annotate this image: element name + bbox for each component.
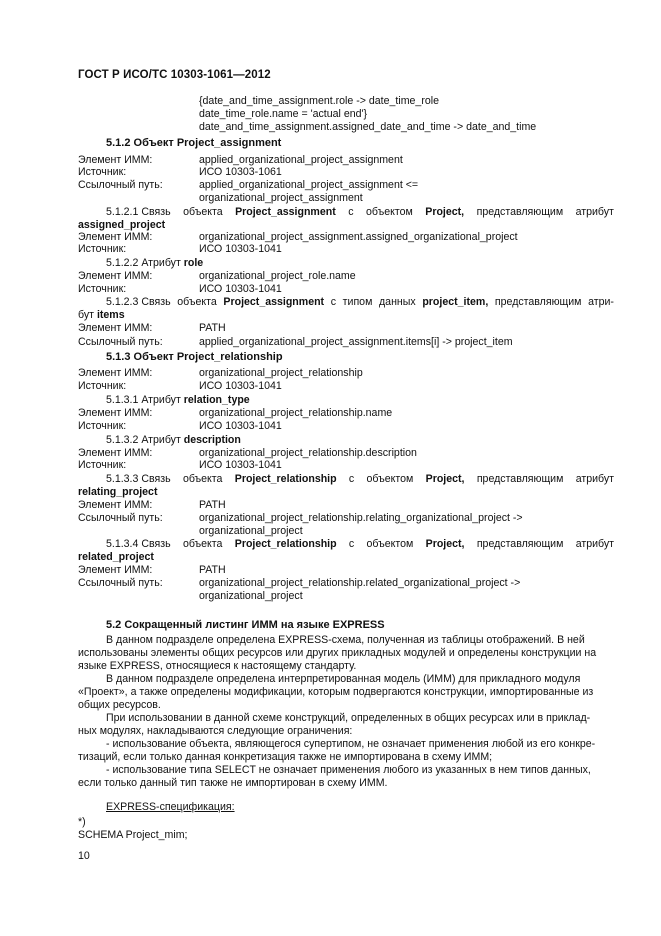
code-line: date_time_role.name = 'actual end'} [199,108,368,120]
document-header: ГОСТ Р ИСО/ТС 10303-1061—2012 [78,69,271,81]
field-label: Элемент ИММ: [78,322,153,334]
field-value: ИСО 10303-1061 [199,166,282,178]
field-label: Ссылочный путь: [78,179,163,191]
bullet-line: - использование типа SELECT не означает применения любого из указанных в нем типов данных, [106,764,591,776]
field-label: Элемент ИММ: [78,270,153,282]
bullet-line: - использование объекта, являющегося супертипом, не означает применения любой из его конкре- [106,738,596,750]
page-number: 10 [78,850,90,862]
field-label: Ссылочный путь: [78,512,163,524]
field-value: ИСО 10303-1041 [199,380,282,392]
subsection-5-1-2-3-continuation: бут items [78,309,125,321]
field-label: Элемент ИММ: [78,447,153,459]
field-value: ИСО 10303-1041 [199,283,282,295]
paragraph-line: общих ресурсов. [78,699,161,711]
paragraph-line: При использовании в данной схеме конструкций, определенных в общих ресурсах или в приклад- [106,712,591,724]
paragraph-line: В данном подразделе определена EXPRESS-схема, полученная из таблицы отображений. В ней [106,634,585,646]
field-label: Элемент ИММ: [78,154,153,166]
field-value: organizational_project_relationship.related_organizational_project -> [199,577,521,589]
subsection-5-1-2-3-heading: 5.1.2.3 Связь объекта Project_assignment с типом данных project_item, представляющим атри- [106,296,614,308]
attribute-name: relating_project [78,486,158,498]
field-label: Ссылочный путь: [78,577,163,589]
code-line: SCHEMA Project_mim; [78,829,188,841]
code-line: {date_and_time_assignment.role -> date_time_role [199,95,439,107]
section-heading-5-2: 5.2 Сокращенный листинг ИММ на языке EXPRESS [106,619,385,631]
code-line: date_and_time_assignment.assigned_date_and_time -> date_and_time [199,121,537,133]
field-value: organizational_project [199,590,303,602]
field-label: Элемент ИММ: [78,499,153,511]
field-value: PATH [199,564,226,576]
field-value: applied_organizational_project_assignment.items[i] -> project_item [199,336,513,348]
field-label: Ссылочный путь: [78,336,163,348]
field-value: PATH [199,322,226,334]
attribute-name: related_project [78,551,154,563]
paragraph-line: ных модулях, накладываются следующие ограничения: [78,725,353,737]
field-value: organizational_project_assignment [199,192,363,204]
subsection-5-1-3-1-heading: 5.1.3.1 Атрибут relation_type [106,394,250,406]
subsection-5-1-3-4-heading: 5.1.3.4 Связь объекта Project_relationship с объектом Project, представляющим атрибут [106,538,614,550]
field-value: organizational_project_relationship.relating_organizational_project -> [199,512,523,524]
field-value: organizational_project_relationship [199,367,363,379]
field-label: Источник: [78,166,127,178]
section-heading-5-1-3: 5.1.3 Объект Project_relationship [106,351,283,363]
paragraph-line: «Проект», а также определены модификации, которым подвергаются конструкции, импортированные из [78,686,594,698]
field-value: ИСО 10303-1041 [199,243,282,255]
field-value: applied_organizational_project_assignment <= [199,179,419,191]
field-value: organizational_project [199,525,303,537]
subsection-5-1-3-2-heading: 5.1.3.2 Атрибут description [106,434,241,446]
field-value: applied_organizational_project_assignment [199,154,403,166]
bullet-line: тизаций, если только данная конкретизация также не импортирована в схему ИММ; [78,751,493,763]
field-label: Источник: [78,420,127,432]
field-value: organizational_project_relationship.name [199,407,393,419]
field-value: ИСО 10303-1041 [199,420,282,432]
paragraph-line: использованы элементы общих ресурсов или других прикладных модулей и определены конструкции на [78,647,597,659]
express-spec-label: EXPRESS-спецификация: [106,801,235,813]
bullet-line: если только данный тип также не импортирован в схему ИММ. [78,777,388,789]
attribute-name: assigned_project [78,219,166,231]
field-value: organizational_project_relationship.description [199,447,417,459]
field-label: Источник: [78,459,127,471]
field-label: Элемент ИММ: [78,564,153,576]
field-label: Элемент ИММ: [78,407,153,419]
field-label: Источник: [78,380,127,392]
field-label: Источник: [78,243,127,255]
subsection-5-1-2-2-heading: 5.1.2.2 Атрибут role [106,257,204,269]
field-value: organizational_project_role.name [199,270,356,282]
code-line: *) [78,816,86,828]
paragraph-line: В данном подразделе определена интерпретированная модель (ИММ) для прикладного модуля [106,673,581,685]
field-value: PATH [199,499,226,511]
subsection-5-1-2-1-heading: 5.1.2.1 Связь объекта Project_assignment с объектом Project, представляющим атрибут [106,206,614,218]
subsection-5-1-3-3-heading: 5.1.3.3 Связь объекта Project_relationship с объектом Project, представляющим атрибут [106,473,614,485]
paragraph-line: языке EXPRESS, относящиеся к настоящему стандарту. [78,660,357,672]
section-heading-5-1-2: 5.1.2 Объект Project_assignment [106,137,282,149]
field-label: Элемент ИММ: [78,367,153,379]
field-label: Источник: [78,283,127,295]
field-value: ИСО 10303-1041 [199,459,282,471]
field-value: organizational_project_assignment.assigned_organizational_project [199,231,518,243]
field-label: Элемент ИММ: [78,231,153,243]
